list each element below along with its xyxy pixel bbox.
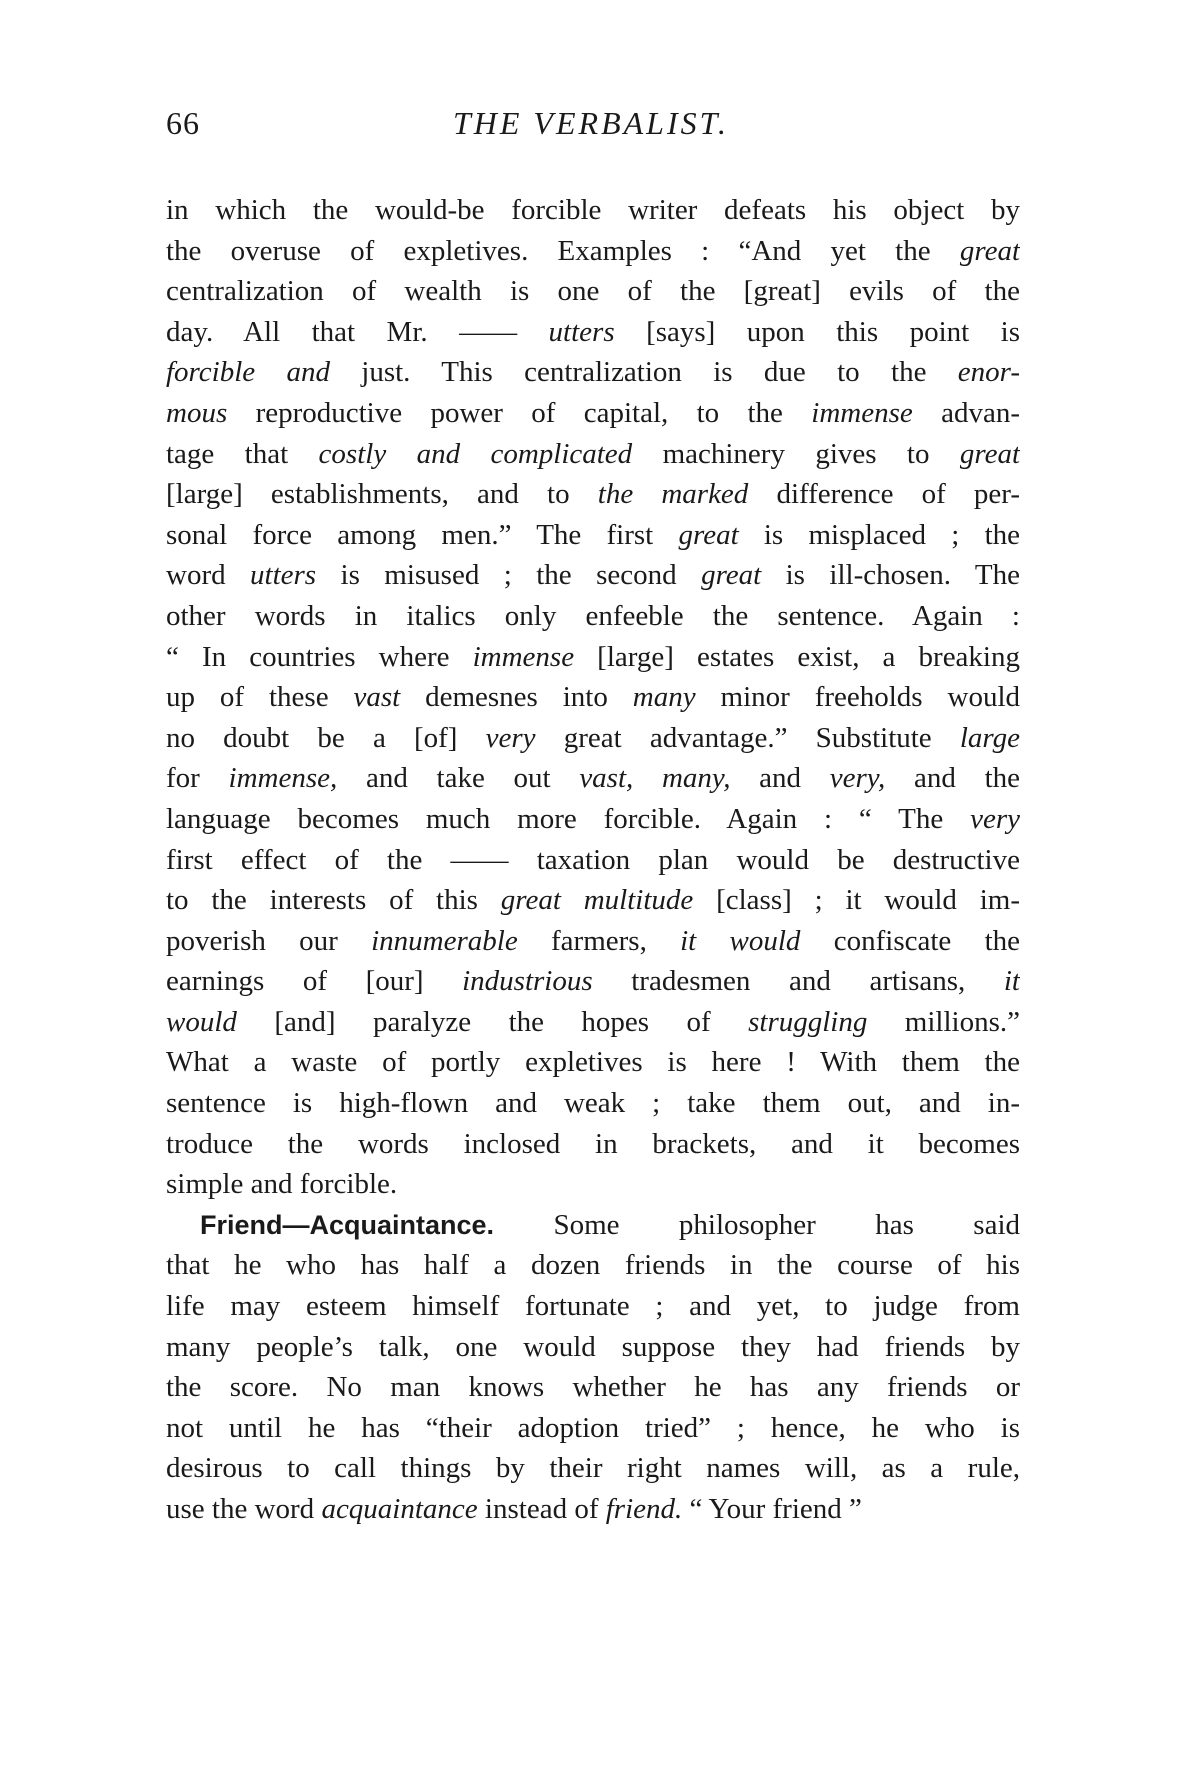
text-run: sentence is high-flown and weak ; take them out, and in- xyxy=(166,1087,1020,1120)
italic-run: industrious xyxy=(462,965,593,998)
text-run: instead of xyxy=(477,1493,606,1525)
text-line xyxy=(166,1083,1020,1124)
italic-run: immense, xyxy=(228,762,338,795)
italic-run: forcible and xyxy=(166,356,330,389)
italic-run: great xyxy=(959,234,1020,267)
italic-run: large xyxy=(959,721,1020,754)
italic-run: very xyxy=(485,721,536,754)
text-run: confiscate the xyxy=(800,924,1020,957)
text-run: [says] upon this point is xyxy=(614,315,1020,348)
text-line xyxy=(166,1286,1020,1327)
text-run: the overuse of expletives. Examples : “And yet the xyxy=(166,234,960,267)
text-run: for xyxy=(166,762,229,795)
text-run: “ In countries where xyxy=(166,640,473,673)
text-line xyxy=(166,1408,1020,1449)
text-run: first effect of the —— taxation plan would be destructive xyxy=(166,843,1020,876)
text-line xyxy=(166,1164,1020,1205)
text-run: use the word xyxy=(166,1493,322,1525)
text-line xyxy=(166,961,1020,1002)
text-run: simple and forcible. xyxy=(166,1168,398,1201)
text-line xyxy=(166,1489,1020,1530)
italic-run: it would xyxy=(680,924,801,957)
italic-run: acquaintance xyxy=(321,1493,478,1525)
text-run: up of these xyxy=(166,681,354,714)
text-run: life may esteem himself fortunate ; and yet, to judge from xyxy=(166,1290,1020,1323)
text-run: millions.” xyxy=(867,1005,1020,1038)
text-run: not until he has “their adoption tried” ; hence, he who is xyxy=(166,1411,1020,1444)
text-run: [class] ; it would im- xyxy=(693,884,1020,917)
text-run: and xyxy=(730,762,830,795)
entry-heading: Friend—Acquaintance. xyxy=(200,1209,495,1240)
text-run: tage that xyxy=(166,437,319,470)
text-run: troduce the words inclosed in brackets, and it becomes xyxy=(166,1127,1020,1160)
text-run: is ill-chosen. The xyxy=(761,559,1020,592)
running-title: THE VERBALIST. xyxy=(452,105,730,141)
text-run: other words in italics only enfeeble the sentence. Again : xyxy=(166,599,1020,632)
text-run: farmers, xyxy=(517,924,681,957)
text-run: is misplaced ; the xyxy=(738,518,1020,551)
text-run: great advantage.” Substitute xyxy=(535,721,960,754)
text-run: word xyxy=(166,559,251,592)
text-run: [large] estates exist, a breaking xyxy=(574,640,1020,673)
text-line xyxy=(166,1002,1020,1043)
text-run: What a waste of portly expletives is here ! With them the xyxy=(166,1046,1020,1079)
text-line xyxy=(166,231,1020,272)
text-line xyxy=(166,1327,1020,1368)
text-run: and take out xyxy=(337,762,580,795)
text-run: machinery gives to xyxy=(632,437,960,470)
text-line xyxy=(166,312,1020,353)
text-run: and the xyxy=(885,762,1020,795)
text-run: that he who has half a dozen friends in the course of his xyxy=(166,1249,1020,1282)
text-run: centralization of wealth is one of the [great] evils of the xyxy=(166,275,1020,308)
text-run: sonal force among men.” The first xyxy=(166,518,679,551)
italic-run: costly and complicated xyxy=(318,437,633,470)
text-line xyxy=(166,352,1020,393)
text-run: just. This centralization is due to the xyxy=(329,356,958,389)
italic-run: great xyxy=(959,437,1020,470)
italic-run: immense xyxy=(472,640,575,673)
text-run: [and] paralyze the hopes of xyxy=(236,1005,749,1038)
italic-run: great xyxy=(678,518,739,551)
text-run: in which the would-be forcible writer defeats his object by xyxy=(166,194,1020,226)
italic-run: great xyxy=(701,559,762,592)
text-run: is misused ; the second xyxy=(316,559,702,592)
text-line xyxy=(166,393,1020,434)
italic-run: vast xyxy=(353,681,401,714)
italic-run: immense xyxy=(811,396,913,429)
text-run: [large] establishments, and to xyxy=(166,478,598,511)
text-line xyxy=(166,677,1020,718)
text-line xyxy=(166,555,1020,596)
text-line xyxy=(166,515,1020,556)
page-number: 66 xyxy=(166,105,200,141)
italic-run: great multitude xyxy=(500,884,694,917)
italic-run: utters xyxy=(250,559,317,592)
italic-run: friend. xyxy=(605,1493,683,1525)
italic-run: it xyxy=(1003,965,1020,998)
text-line xyxy=(166,271,1020,312)
text-line xyxy=(166,596,1020,637)
text-run: advan- xyxy=(912,396,1020,429)
text-line xyxy=(166,190,1020,231)
text-run: many people’s talk, one would suppose they had friends by xyxy=(166,1330,1020,1363)
italic-run: mous xyxy=(166,396,228,429)
text-run: desirous to call things by their right names will, as a rule, xyxy=(166,1452,1020,1485)
text-line xyxy=(166,434,1020,475)
text-run: earnings of [our] xyxy=(166,965,463,998)
italic-run: struggling xyxy=(748,1005,868,1038)
body-text xyxy=(166,190,1020,1530)
italic-run: many xyxy=(632,681,696,714)
text-line xyxy=(166,718,1020,759)
text-run: tradesmen and artisans, xyxy=(592,965,1004,998)
page-header xyxy=(166,105,1016,161)
text-line xyxy=(166,880,1020,921)
italic-run: would xyxy=(166,1005,237,1038)
text-run: “ Your friend ” xyxy=(682,1493,862,1525)
italic-run: very xyxy=(970,802,1020,835)
text-run: Some philosopher has said xyxy=(494,1208,1020,1241)
text-line xyxy=(166,637,1020,678)
italic-run: utters xyxy=(548,315,615,348)
italic-run: the marked xyxy=(597,478,749,511)
text-run: no doubt be a [of] xyxy=(166,721,486,754)
text-run: poverish our xyxy=(166,924,372,957)
text-run: to the interests of this xyxy=(166,884,501,917)
text-run: minor freeholds would xyxy=(695,681,1020,714)
text-run: reproductive power of capital, to the xyxy=(227,396,812,429)
text-line xyxy=(166,840,1020,881)
text-line xyxy=(166,474,1020,515)
text-run: language becomes much more forcible. Again : “ The xyxy=(166,802,971,835)
text-line xyxy=(166,1124,1020,1165)
text-line xyxy=(166,1367,1020,1408)
text-line xyxy=(166,799,1020,840)
text-line xyxy=(166,1448,1020,1489)
italic-run: vast, many, xyxy=(579,762,731,795)
text-line xyxy=(166,1205,1020,1246)
text-line xyxy=(166,758,1020,799)
text-run: day. All that Mr. —— xyxy=(166,315,549,348)
text-line xyxy=(166,1245,1020,1286)
text-run: demesnes into xyxy=(400,681,633,714)
text-line xyxy=(166,1042,1020,1083)
italic-run: enor- xyxy=(957,356,1020,389)
italic-run: very, xyxy=(829,762,886,795)
italic-run: innumerable xyxy=(371,924,518,957)
text-line xyxy=(166,921,1020,962)
text-run: difference of per- xyxy=(748,478,1020,511)
text-run: the score. No man knows whether he has any friends or xyxy=(166,1371,1020,1404)
